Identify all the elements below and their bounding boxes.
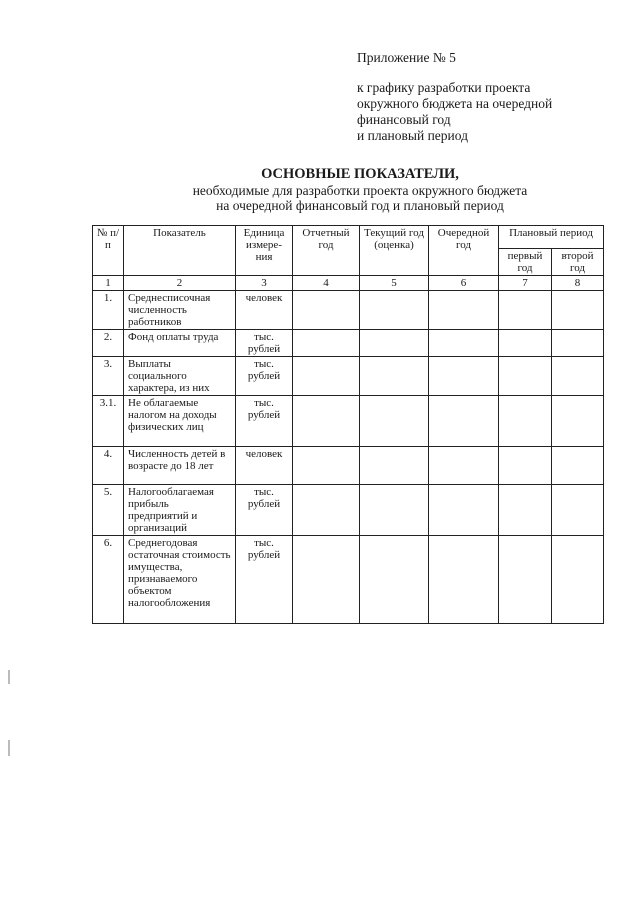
scan-artifact [8,670,10,684]
table-row [93,396,604,447]
value-cell [360,291,429,330]
value-cell [293,330,360,357]
column-number: 1 [93,276,124,291]
row-indicator: Выплаты социального характера, из них [124,357,236,396]
value-cell [552,291,604,330]
row-num: 6. [93,536,124,624]
appendix-line: к графику разработки проекта [357,80,531,95]
value-cell [429,447,499,485]
value-cell [429,357,499,396]
column-number-row [93,276,604,291]
appendix-line: и плановый период [357,128,468,143]
value-cell [360,485,429,536]
value-cell [360,330,429,357]
column-number: 8 [552,276,604,291]
appendix-number: Приложение № 5 [357,50,456,65]
table-row [93,536,604,624]
header-reported-year: Отчетный год [293,226,360,276]
document-subtitle-line: необходимые для разработки проекта окружного бюджета [192,183,528,198]
header-indicator: Показатель [124,226,236,276]
row-unit: человек [236,447,293,485]
header-unit: Единица измере-ния [236,226,293,276]
value-cell [293,396,360,447]
header-num: № п/п [93,226,124,276]
row-num: 1. [93,291,124,330]
scan-artifact [8,740,10,756]
header-planned-second: второй год [552,249,604,276]
document-subtitle-line: на очередной финансовый год и плановый период [216,198,504,213]
column-number: 2 [124,276,236,291]
row-unit: человек [236,291,293,330]
value-cell [360,447,429,485]
header-current-year: Текущий год (оценка) [360,226,429,276]
table-header-row [93,226,604,249]
value-cell [360,357,429,396]
value-cell [293,447,360,485]
row-indicator: Фонд оплаты труда [124,330,236,357]
value-cell [552,447,604,485]
row-indicator: Налогооблагаемая прибыль предприятий и организаций [124,485,236,536]
document-title: ОСНОВНЫЕ ПОКАЗАТЕЛИ, [261,166,459,182]
row-unit: тыс. рублей [236,357,293,396]
row-indicator: Численность детей в возрасте до 18 лет [124,447,236,485]
row-indicator: Среднегодовая остаточная стоимость имущества, признаваемого объектом налогообложения [124,536,236,624]
header-next-year: Очередной год [429,226,499,276]
column-number: 4 [293,276,360,291]
table-row [93,330,604,357]
header-planned-period: Плановый период [499,226,604,249]
row-indicator: Не облагаемые налогом на доходы физических лиц [124,396,236,447]
value-cell [360,536,429,624]
value-cell [499,291,552,330]
value-cell [499,330,552,357]
table-row [93,485,604,536]
value-cell [552,485,604,536]
value-cell [429,291,499,330]
value-cell [552,536,604,624]
row-num: 5. [93,485,124,536]
row-num: 4. [93,447,124,485]
value-cell [499,536,552,624]
value-cell [499,357,552,396]
table-row [93,291,604,330]
value-cell [429,536,499,624]
value-cell [360,396,429,447]
value-cell [293,291,360,330]
column-number: 6 [429,276,499,291]
appendix-line: окружного бюджета на очередной [357,96,553,111]
value-cell [293,536,360,624]
appendix-line: финансовый год [357,112,451,127]
row-num: 2. [93,330,124,357]
value-cell [429,485,499,536]
appendix-block [357,50,617,144]
row-num: 3.1. [93,396,124,447]
table-row [93,447,604,485]
header-planned-first: первый год [499,249,552,276]
row-num: 3. [93,357,124,396]
column-number: 5 [360,276,429,291]
row-unit: тыс. рублей [236,396,293,447]
value-cell [552,357,604,396]
value-cell [293,485,360,536]
document-heading [80,167,640,213]
value-cell [499,447,552,485]
column-number: 7 [499,276,552,291]
row-unit: тыс. рублей [236,485,293,536]
value-cell [499,485,552,536]
row-indicator: Среднесписочная численность работников [124,291,236,330]
table-row [93,357,604,396]
value-cell [429,330,499,357]
column-number: 3 [236,276,293,291]
row-unit: тыс. рублей [236,330,293,357]
value-cell [293,357,360,396]
value-cell [552,396,604,447]
indicators-table [92,225,604,624]
value-cell [429,396,499,447]
value-cell [499,396,552,447]
value-cell [552,330,604,357]
row-unit: тыс. рублей [236,536,293,624]
